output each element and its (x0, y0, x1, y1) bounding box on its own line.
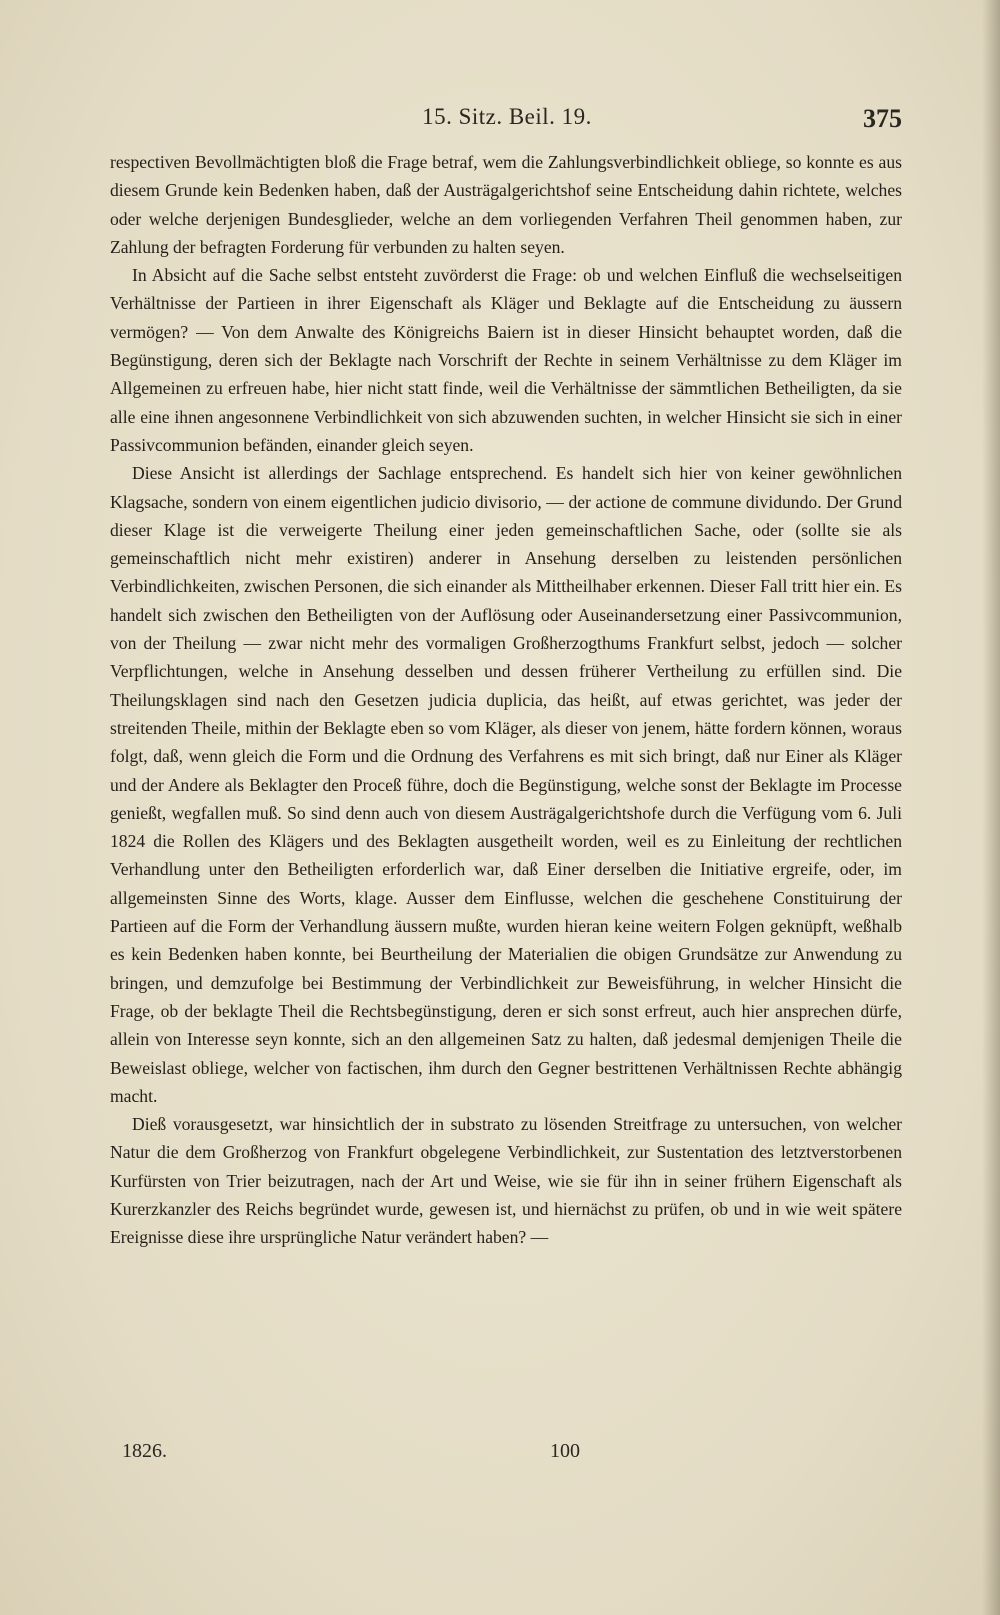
paragraph-3: Diese Ansicht ist allerdings der Sachlage entsprechend. Es handelt sich hier von keiner gewöhnlichen Klagsache, sondern von einem eigentlichen judicio divisorio, — der actione de commune dividundo. Der Grund dieser Klage ist die verweigerte Theilung einer jeden gemeinschaftlichen Sache, oder (sollte sie als gemeinschaftlich nicht mehr existiren) anderer in Ansehung derselben zu leistenden persönlichen Verbindlichkeiten, zwischen Personen, die sich einander als Mittheilhaber erkennen. Dieser Fall tritt hier ein. Es handelt sich zwischen den Betheiligten von der Auflösung oder Auseinandersetzung einer Passivcommunion, von der Theilung — zwar nicht mehr des vormaligen Großherzogthums Frankfurt selbst, jedoch — solcher Verpflichtungen, welche in Ansehung desselben und dessen früherer Vertheilung zu erfüllen sind. Die Theilungsklagen sind nach den Gesetzen judicia duplicia, das heißt, auf etwas gerichtet, was jeder der streitenden Theile, mithin der Beklagte eben so vom Kläger, als dieser von jenem, hätte fordern können, woraus folgt, daß, wenn gleich die Form und die Ordnung des Verfahrens es mit sich bringt, daß nur Einer als Kläger und der Andere als Beklagter den Proceß führe, doch die Begünstigung, welche sonst der Beklagte im Processe genießt, wegfallen muß. So sind denn auch von diesem Austrägalgerichtshofe durch die Verfügung vom 6. Juli 1824 die Rollen des Klägers und des Beklagten ausgetheilt worden, weil es zu Einleitung der rechtlichen Verhandlung unter den Betheiligten erforderlich war, daß Einer derselben die Initiative ergreife, oder, im allgemeinsten Sinne des Worts, klage. Ausser dem Einflusse, welchen die geschehene Constituirung der Partieen auf die Form der Verhandlung äussern mußte, wurden hieran keine weitern Folgen geknüpft, weßhalb es kein Bedenken haben konnte, bei Beurtheilung der Materialien die obigen Grundsätze zur Anwendung zu bringen, und demzufolge bei Bestimmung der Verbindlichkeit zur Beweisführung, in welcher Hinsicht die Frage, ob der beklagte Theil die Rechtsbegünstigung, deren er sich sonst erfreut, auch hier ansprechen dürfe, allein von Interesse seyn konnte, sich an den allgemeinen Satz zu halten, daß jedesmal demjenigen Theile die Beweislast obliege, welcher von factischen, ihm durch den Gegner bestrittenen Verhältnissen Rechte abhängig macht. (110, 463, 902, 1106)
page-footer (112, 1440, 902, 1470)
page-header (112, 104, 902, 144)
footer-signature: 100 (550, 1440, 580, 1462)
running-title: 15. Sitz. Beil. 19. (422, 104, 592, 129)
footer-year: 1826. (122, 1440, 167, 1462)
page-number: 375 (863, 104, 902, 133)
paragraph-2: In Absicht auf die Sache selbst entsteht zuvörderst die Frage: ob und welchen Einfluß die wechselseitigen Verhältnisse der Partieen in ihrer Eigenschaft als Kläger und Beklagte auf die Entscheidung zu äussern vermögen? — Von dem Anwalte des Königreichs Baiern ist in dieser Hinsicht behauptet worden, daß die Begünstigung, deren sich der Beklagte nach Vorschrift der Rechte in seinem Verhältnisse zu dem Kläger im Allgemeinen zu erfreuen habe, hier nicht statt finde, weil die Verhältnisse der sämmtlichen Betheiligten, da sie alle eine ihnen angesonnene Verbindlichkeit von sich abzuwenden suchten, in welcher Hinsicht sie sich in einer Passivcommunion befänden, einander gleich seyen. (110, 265, 902, 455)
paragraph-4: Dieß vorausgesetzt, war hinsichtlich der in substrato zu lösenden Streitfrage zu untersuchen, von welcher Natur die dem Großherzog von Frankfurt obgelegene Verbindlichkeit, zur Sustentation des letztverstorbenen Kurfürsten von Trier beizutragen, nach der Art und Weise, wie sie für ihn in seiner frühern Eigenschaft als Kurerzkanzler des Reichs begründet wurde, gewesen ist, und hiernächst zu prüfen, ob und in wie weit spätere Ereignisse diese ihre ursprüngliche Natur verändert haben? — (110, 1114, 902, 1248)
page-edge-shadow (982, 0, 1000, 1615)
body-text (110, 148, 902, 1252)
paragraph-1: respectiven Bevollmächtigten bloß die Frage betraf, wem die Zahlungsverbindlichkeit obliege, so konnte es aus diesem Grunde kein Bedenken haben, daß der Austrägalgerichtshof seine Entscheidung dahin richtete, welches oder welche derjenigen Bundesglieder, welche an dem vorliegenden Verfahren Theil genommen haben, zur Zahlung der befragten Forderung für verbunden zu halten seyen. (110, 152, 902, 257)
